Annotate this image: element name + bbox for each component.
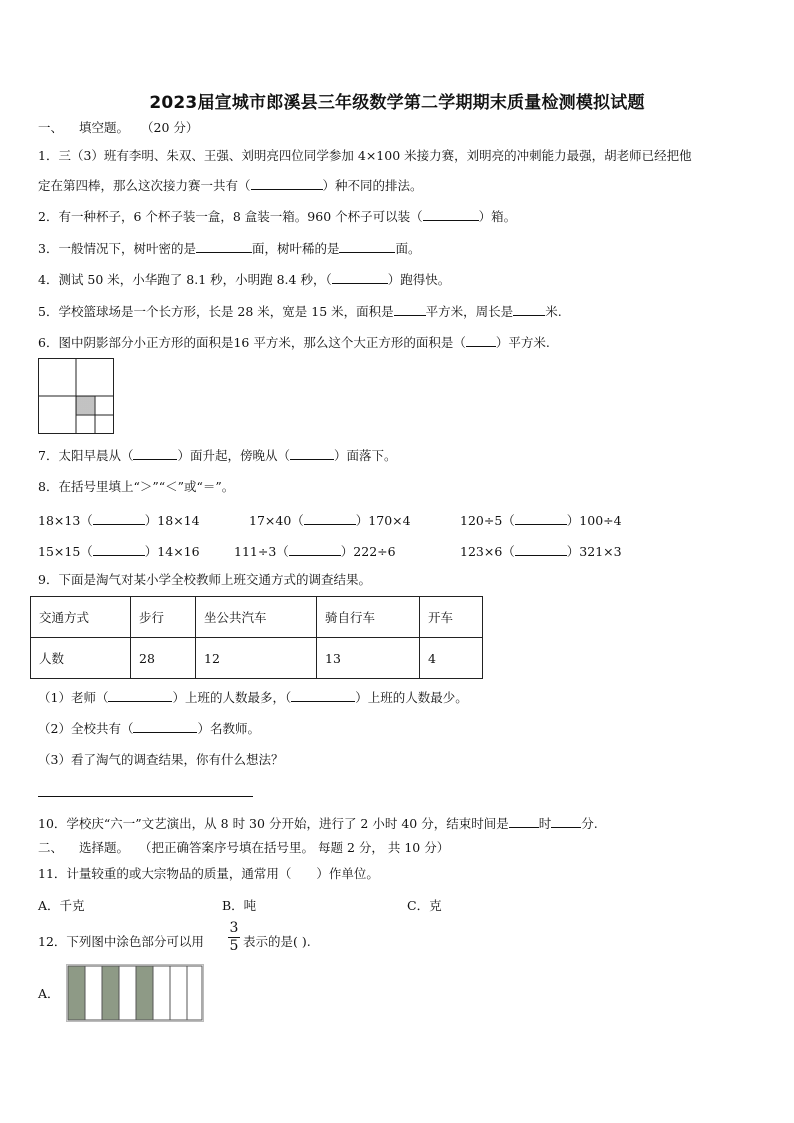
q4-text-a: 4．测试 50 米，小华跑了 8.1 秒，小明跑 8.4 秒，（	[38, 272, 332, 287]
q9-answer-line[interactable]	[38, 796, 253, 797]
q8-item-4-right: ）14×16	[144, 544, 200, 559]
q8-item-5	[234, 542, 396, 560]
stripe-8	[187, 966, 202, 1020]
q8-item-4-left: 15×15（	[38, 544, 93, 559]
q1-line1: 1．三（3）班有李明、朱双、王强、刘明亮四位同学参加 4×100 米接力赛，刘明亮的冲刺能力最强，胡老师已经把他	[38, 148, 692, 163]
table-cell: 步行	[131, 597, 196, 638]
q10-blank-hour[interactable]	[509, 815, 539, 828]
fraction-denominator: 5	[229, 938, 239, 954]
q6-text-b: ）平方米.	[495, 335, 550, 350]
table-cell: 坐公共汽车	[196, 597, 317, 638]
q9-sub2-blank[interactable]	[133, 720, 197, 733]
q2-text-a: 2．有一种杯子，6 个杯子装一盒，8 盒装一箱。960 个杯子可以装（	[38, 209, 423, 224]
q2	[38, 208, 516, 225]
section-2-note: （把正确答案序号填在括号里。 每题 2 分， 共 10 分）	[139, 840, 450, 855]
q8-item-3-right: ）100÷4	[566, 513, 622, 528]
q8-text: 8．在括号里填上“＞”“＜”或“＝”。	[38, 479, 235, 494]
q8-item-2	[249, 511, 411, 529]
shaded-stripe-3	[102, 966, 119, 1020]
q9-sub1-text-c: ）上班的人数最少。	[355, 690, 468, 705]
table-cell: 骑自行车	[317, 597, 420, 638]
q10-text-c: 分.	[581, 816, 598, 831]
table-cell: 人数	[31, 638, 131, 679]
q5-text-b: 平方米，周长是	[425, 304, 514, 319]
q9-text: 9．下面是淘气对某小学全校教师上班交通方式的调查结果。	[38, 572, 371, 587]
q11-text: 11．计量较重的或大宗物品的质量，通常用（ ）作单位。	[38, 866, 379, 881]
q8-item-4-blank[interactable]	[93, 543, 145, 556]
striped-rectangle-figure[interactable]	[66, 964, 204, 1022]
q8-item-2-blank[interactable]	[304, 512, 356, 525]
q9-sub2-text-a: （2）全校共有（	[38, 721, 134, 736]
shaded-small-square	[76, 396, 95, 415]
q7-blank-1[interactable]	[133, 447, 177, 460]
q9-sub1-text-b: ）上班的人数最多，（	[172, 690, 292, 705]
q12-option-a-label[interactable]: A．	[38, 986, 60, 1001]
table-cell: 4	[420, 638, 483, 679]
stripe-4	[119, 966, 136, 1020]
q8-item-6	[460, 542, 622, 560]
q8-item-3-blank[interactable]	[515, 512, 567, 525]
table-header-row	[31, 597, 483, 638]
q2-answer-blank[interactable]	[423, 208, 479, 221]
q6-answer-blank[interactable]	[466, 334, 496, 347]
shaded-stripe-5	[136, 966, 153, 1020]
stripe-6	[153, 966, 170, 1020]
shaded-stripe-1	[68, 966, 85, 1020]
section-1-number: 一、	[38, 120, 64, 135]
q10-text-a: 10．学校庆“六一”文艺演出，从 8 时 30 分开始，进行了 2 小时 40 分，结束时间是	[38, 816, 509, 831]
q9-sub1-blank-1[interactable]	[108, 689, 172, 702]
table-row	[31, 638, 483, 679]
q4	[38, 271, 450, 288]
q4-text-b: ）跑得快。	[387, 272, 451, 287]
q8-item-4	[38, 542, 200, 560]
q8-item-1-blank[interactable]	[93, 512, 145, 525]
q1-line2	[38, 177, 423, 194]
table-cell: 13	[317, 638, 420, 679]
q8-item-5-left: 111÷3（	[234, 544, 289, 559]
table-cell: 28	[131, 638, 196, 679]
q8-item-1	[38, 511, 200, 529]
q8-item-5-blank[interactable]	[289, 543, 341, 556]
table-cell: 交通方式	[31, 597, 131, 638]
q7-text-a: 7．太阳早晨从（	[38, 448, 134, 463]
q9-sub1	[38, 689, 468, 706]
nested-squares-figure	[38, 358, 114, 434]
q1-text-b: ）种不同的排法。	[322, 178, 423, 193]
q8-item-2-left: 17×40（	[249, 513, 304, 528]
q11-option-a[interactable]: A．千克	[38, 898, 85, 913]
q5-blank-area[interactable]	[394, 303, 426, 316]
q3-text-a: 3．一般情况下，树叶密的是	[38, 241, 196, 256]
q2-text-b: ）箱。	[478, 209, 517, 224]
q5-text-a: 5．学校篮球场是一个长方形，长是 28 米，宽是 15 米，面积是	[38, 304, 394, 319]
q7	[38, 447, 397, 464]
section-1-name: 填空题。	[79, 120, 130, 135]
q8-item-3-left: 120÷5（	[460, 513, 515, 528]
q8-item-1-right: ）18×14	[144, 513, 200, 528]
q8-item-1-left: 18×13（	[38, 513, 93, 528]
q11-option-b[interactable]: B．吨	[222, 898, 257, 913]
q3-blank-2[interactable]	[339, 240, 395, 253]
q10	[38, 815, 598, 832]
q8-item-3	[460, 511, 622, 529]
q3	[38, 240, 421, 257]
q3-text-c: 面。	[395, 241, 421, 256]
section-1-score: （20 分）	[141, 120, 199, 135]
q6-text-a: 6．图中阴影部分小正方形的面积是16 平方米，那么这个大正方形的面积是（	[38, 335, 466, 350]
q10-text-b: 时	[538, 816, 552, 831]
q3-text-b: 面，树叶稀的是	[251, 241, 340, 256]
section-1-heading	[38, 120, 198, 136]
section-2-name: 选择题。	[79, 840, 130, 855]
q8-item-6-right: ）321×3	[566, 544, 622, 559]
stripe-7	[170, 966, 187, 1020]
table-cell: 开车	[420, 597, 483, 638]
stripe-2	[85, 966, 102, 1020]
q4-answer-blank[interactable]	[332, 271, 388, 284]
section-2-heading	[38, 840, 449, 856]
q12-text-a: 12．下列图中涂色部分可以用	[38, 934, 204, 949]
q7-text-c: ）面落下。	[333, 448, 397, 463]
q10-blank-minute[interactable]	[551, 815, 581, 828]
q9-sub1-blank-2[interactable]	[291, 689, 355, 702]
q9-sub1-text-a: （1）老师（	[38, 690, 109, 705]
q9-sub2-text-b: ）名教师。	[197, 721, 260, 736]
q7-text-b: ）面升起，傍晚从（	[177, 448, 290, 463]
q9-sub2	[38, 720, 260, 737]
q8-item-6-blank[interactable]	[515, 543, 567, 556]
fraction-numerator: 3	[229, 920, 239, 936]
q8-item-2-right: ）170×4	[355, 513, 411, 528]
fraction-three-fifths	[227, 920, 241, 955]
page-title: 2023届宣城市郎溪县三年级数学第二学期期末质量检测模拟试题	[149, 93, 645, 113]
q11-option-c[interactable]: C．克	[407, 898, 442, 913]
q7-blank-2[interactable]	[290, 447, 334, 460]
q6	[38, 334, 550, 351]
q1-answer-blank[interactable]	[251, 177, 323, 190]
q3-blank-1[interactable]	[196, 240, 252, 253]
q8-item-5-right: ）222÷6	[340, 544, 396, 559]
q8-item-6-left: 123×6（	[460, 544, 515, 559]
section-2-number: 二、	[38, 840, 64, 855]
q9-sub3: （3）看了淘气的调查结果，你有什么想法？	[38, 752, 284, 767]
q1-text-a: 定在第四棒，那么这次接力赛一共有（	[38, 178, 251, 193]
q5-blank-perimeter[interactable]	[513, 303, 545, 316]
q5-text-c: 米.	[545, 304, 562, 319]
q12-text-b: 表示的是( ).	[243, 934, 311, 949]
table-cell: 12	[196, 638, 317, 679]
survey-table	[30, 596, 483, 679]
q5	[38, 303, 562, 320]
